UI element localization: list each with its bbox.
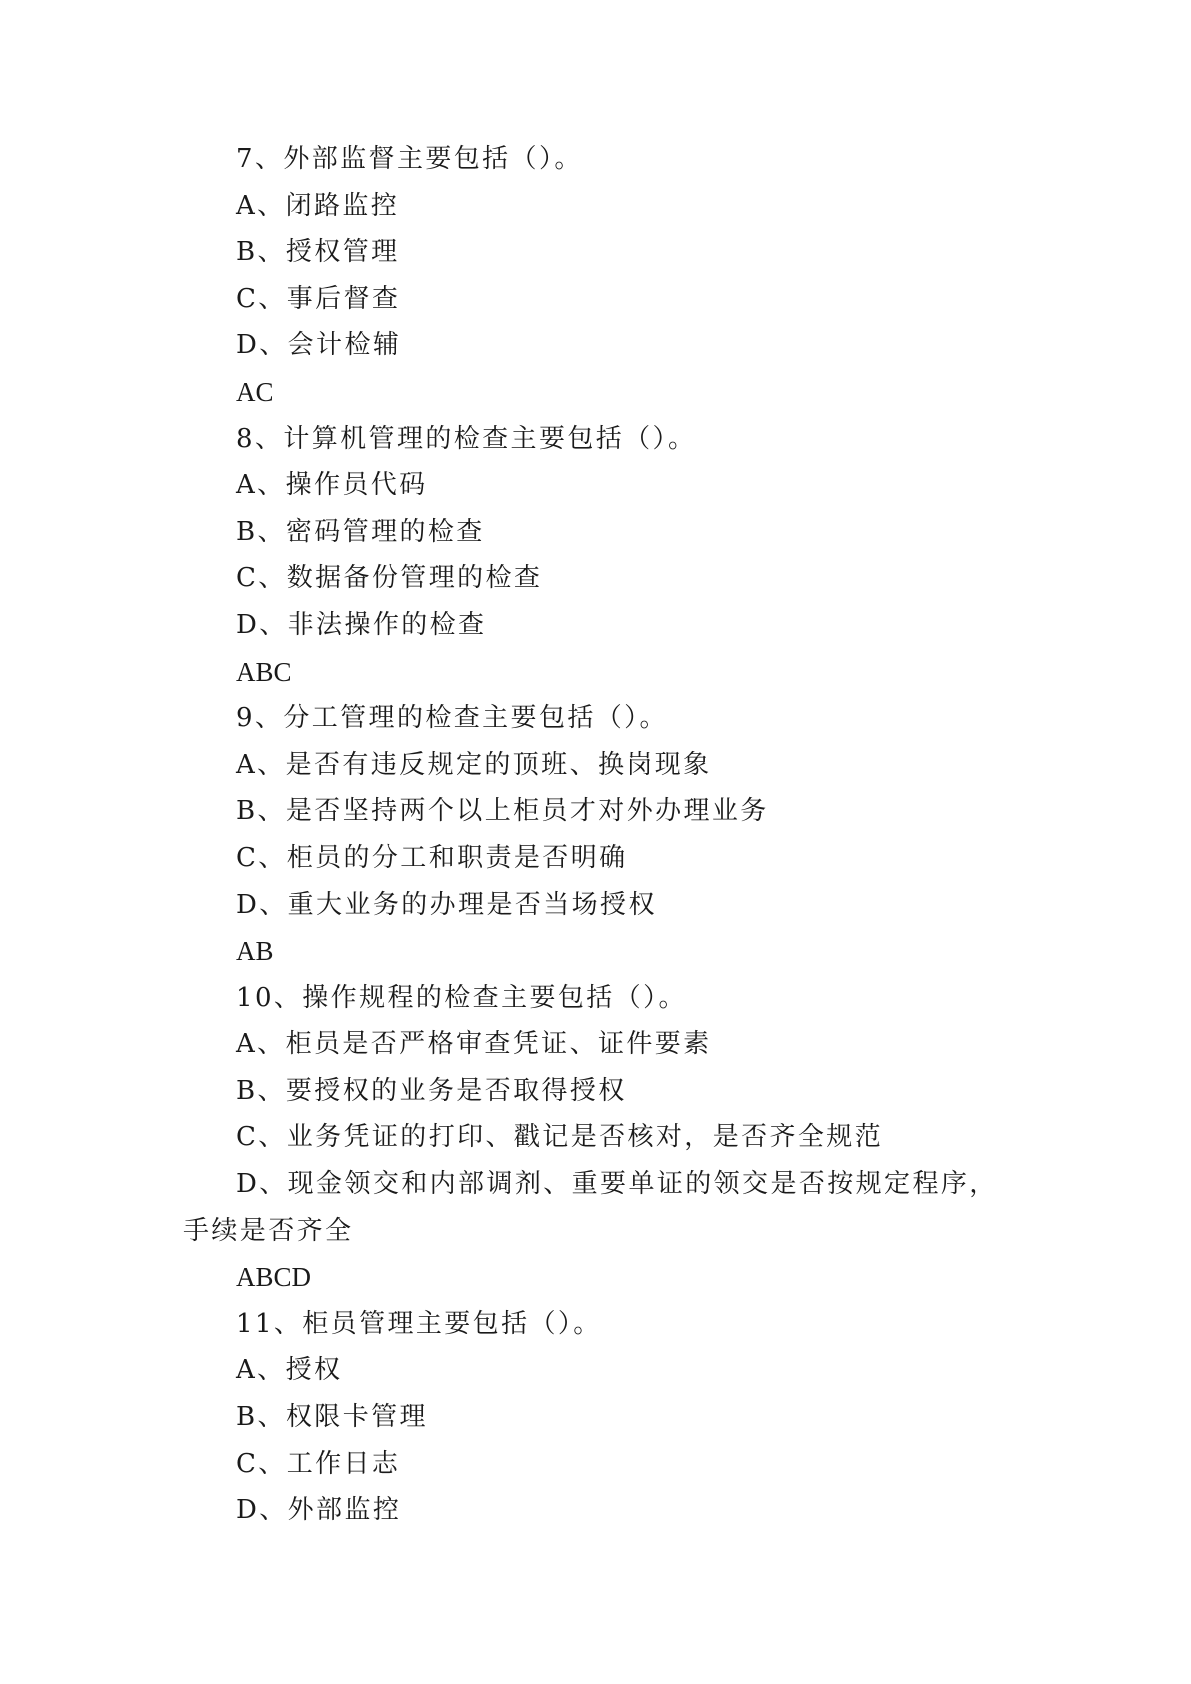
option-c: C、柜员的分工和职责是否明确 bbox=[236, 842, 628, 873]
option-c: C、事后督查 bbox=[236, 283, 401, 314]
option-a: A、是否有违反规定的顶班、换岗现象 bbox=[236, 749, 712, 780]
option-a: A、闭路监控 bbox=[236, 190, 400, 221]
option-d: D、现金领交和内部调剂、重要单证的领交是否按规定程序，手续是否齐全 bbox=[183, 1169, 998, 1246]
question-stem: 7、外部监督主要包括（）。 bbox=[236, 144, 583, 174]
question-stem: 11、柜员管理主要包括（）。 bbox=[236, 1308, 602, 1339]
option-b: B、权限卡管理 bbox=[236, 1402, 428, 1433]
answer: ABC bbox=[236, 656, 292, 687]
option-c: C、数据备份管理的检查 bbox=[236, 563, 543, 594]
option-a: A、操作员代码 bbox=[236, 470, 428, 501]
answer: AC bbox=[236, 376, 274, 407]
option-a: A、柜员是否严格审查凭证、证件要素 bbox=[236, 1029, 712, 1060]
answer: ABCD bbox=[236, 1262, 312, 1293]
option-b: B、授权管理 bbox=[236, 237, 400, 268]
option-d: D、非法操作的检查 bbox=[236, 609, 487, 640]
option-c: C、业务凭证的打印、戳记是否核对，是否齐全规范 bbox=[236, 1122, 884, 1153]
option-b: B、密码管理的检查 bbox=[236, 516, 485, 547]
option-c: C、工作日志 bbox=[236, 1448, 401, 1479]
option-b: B、是否坚持两个以上柜员才对外办理业务 bbox=[236, 796, 769, 827]
option-d: D、会计检辅 bbox=[236, 330, 402, 361]
document-content bbox=[183, 136, 1013, 1534]
option-a: A、授权 bbox=[236, 1355, 343, 1386]
question-stem: 10、操作规程的检查主要包括（）。 bbox=[236, 982, 687, 1013]
question-stem: 9、分工管理的检查主要包括（）。 bbox=[236, 703, 668, 734]
answer: AB bbox=[236, 936, 274, 967]
option-b: B、要授权的业务是否取得授权 bbox=[236, 1075, 627, 1106]
option-d: D、重大业务的办理是否当场授权 bbox=[236, 889, 657, 920]
question-stem: 8、计算机管理的检查主要包括（）。 bbox=[236, 423, 697, 454]
option-d: D、外部监控 bbox=[236, 1495, 402, 1526]
